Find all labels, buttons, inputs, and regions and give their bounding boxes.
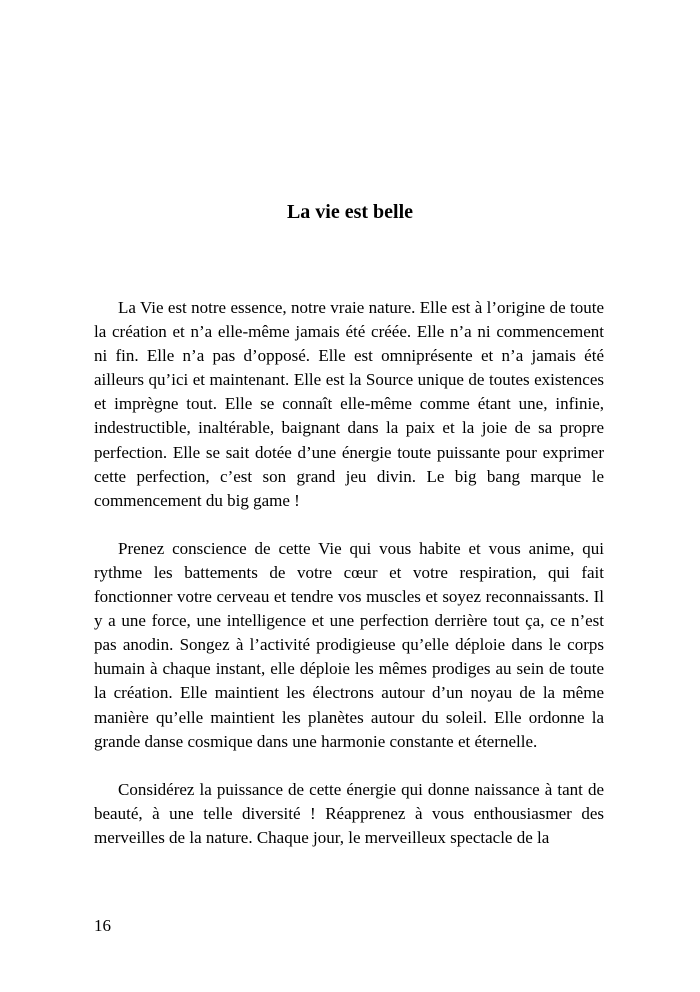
paragraph-3: Considérez la puissance de cette énergie qui donne naissance à tant de beauté, à une telle diversité ! Réapprenez à vous enthousiasmer des merveilles de la nature. Chaque jour, le merveilleux spectacle de la	[94, 779, 604, 847]
paragraph-1: La Vie est notre essence, notre vraie nature. Elle est à l’origine de toute la création et n’a elle-même jamais été créée. Elle n’a ni commencement ni fin. Elle n’a pas d’opposé. Elle est omniprésente et n’a jamais été ailleurs qu’ici et maintenant. Elle est la Source unique de toutes existences et imprègne tout. Elle se connaît elle-même comme étant une, infinie, indestructible, inaltérable, baignant dans la paix et la joie de sa propre perfection. Elle se sait dotée d’une énergie toute puissante pour exprimer cette perfection, c’est son grand jeu divin. Le big bang marque le commencement du big game !	[94, 298, 604, 510]
paragraph-2: Prenez conscience de cette Vie qui vous habite et vous anime, qui rythme les battements de votre cœur et votre respiration, qui fait fonctionner votre cerveau et tendre vos muscles et soyez reconnaissants. Il y a une force, une intelligence et une perfection derrière tout ça, ce n’est pas anodin. Songez à l’activité prodigieuse qu’elle déploie dans le corps humain à chaque instant, elle déploie les mêmes prodiges au sein de toute la création. Elle maintient les électrons autour d’un noyau de la même manière qu’elle maintient les planètes autour du soleil. Elle ordonne la grande danse cosmique dans une harmonie constante et éternelle.	[94, 538, 604, 751]
page-number: 16	[94, 916, 111, 935]
chapter-title: La vie est belle	[286, 201, 414, 223]
chapter-body	[94, 296, 604, 874]
